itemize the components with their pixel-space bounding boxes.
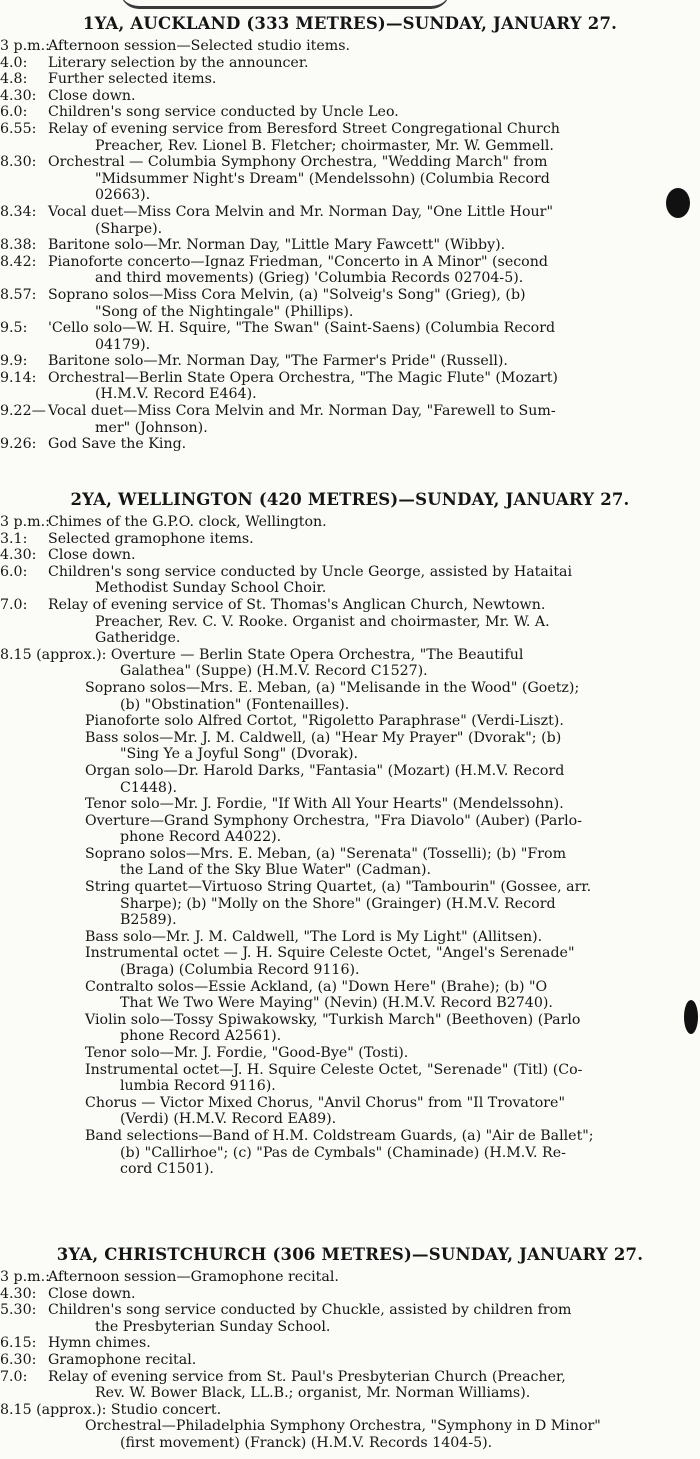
entry-time: 8.42: [0, 253, 37, 270]
programme-item [0, 647, 700, 680]
programme-line: lumbia Record 9116). [120, 1078, 276, 1095]
schedule-entry [0, 55, 700, 72]
programme-item [0, 1402, 700, 1419]
programme-line: phone Record A4022). [120, 829, 282, 846]
programme-line: Instrumental octet—J. H. Squire Celeste Octet, "Serenade" (Titl) (Co- [85, 1061, 583, 1078]
entry-line [0, 531, 700, 548]
schedule-entry [0, 547, 700, 564]
programme-item [0, 713, 700, 730]
section-heading: 2YA, WELLINGTON (420 METRES)—SUNDAY, JANUARY 27. [70, 490, 630, 509]
entry-line [0, 514, 700, 531]
programme-line: Bass solo—Mr. J. M. Caldwell, "The Lord is My Light" (Allitsen). [85, 928, 543, 945]
programme-line: Overture—Grand Symphony Orchestra, "Fra Diavolo" (Auber) (Parlo- [85, 812, 583, 829]
entry-line [0, 204, 700, 221]
entry-line [0, 154, 700, 171]
programme-item [0, 879, 700, 929]
programme-line: Bass solos—Mr. J. M. Caldwell, (a) "Hear My Prayer" (Dvorak"; (b) [85, 729, 562, 746]
entry-line: (H.M.V. Record E464). [95, 386, 257, 403]
programme-item [0, 945, 700, 978]
entry-line: mer" (Johnson). [95, 419, 208, 436]
entry-text: Relay of evening service from St. Paul's Presbyterian Church (Preacher, [48, 1368, 566, 1385]
schedule-entry [0, 1369, 700, 1402]
programme-item [0, 1418, 700, 1451]
entry-line: 04179). [95, 336, 151, 353]
entry-line [0, 597, 700, 614]
entry-time: 6.15: [0, 1335, 37, 1352]
entry-text: Afternoon session—Selected studio items. [48, 38, 350, 54]
entry-line [0, 55, 700, 72]
entry-line [0, 1269, 700, 1286]
entry-line: (Sharpe). [95, 220, 163, 237]
programme-line: Violin solo—Tossy Spiwakowsky, "Turkish March" (Beethoven) (Parlo [85, 1011, 581, 1028]
entry-time: 9.26: [0, 436, 37, 453]
programme-line: Soprano solos—Mrs. E. Meban, (a) "Serenata" (Tosselli); (b) "From [85, 845, 567, 862]
programme-line: 8.15 (approx.): Overture — Berlin State Opera Orchestra, "The Beautiful [0, 646, 524, 663]
entry-time: 4.0: [0, 54, 28, 71]
entry-text: Literary selection by the announcer. [48, 54, 309, 71]
entry-time: 9.14: [0, 369, 37, 386]
entry-line [0, 88, 700, 105]
programme-line: Instrumental octet — J. H. Squire Celeste Octet, "Angel's Serenade" [85, 945, 575, 962]
programme-item [0, 1012, 700, 1045]
entry-line [0, 1335, 700, 1352]
programme-line: That We Two Were Maying" (Nevin) (H.M.V. Record B2740). [120, 995, 553, 1012]
entry-time: 5.30: [0, 1302, 37, 1319]
programme-line: Galathea" (Suppe) (H.M.V. Record C1527). [120, 663, 428, 680]
entry-text: Children's song service conducted by Chuckle, assisted by children from [48, 1302, 572, 1319]
entry-text: Afternoon session—Gramophone recital. [48, 1269, 339, 1285]
programme-line: Tenor solo—Mr. J. Fordie, "Good-Bye" (Tosti). [85, 1045, 409, 1061]
programme-line: String quartet—Virtuoso String Quartet, (a) "Tambourin" (Gossee, arr. [85, 879, 592, 896]
entry-time: 4.8: [0, 71, 28, 88]
programme-item [0, 730, 700, 763]
entry-text: Orchestral—Berlin State Opera Orchestra, "The Magic Flute" (Mozart) [48, 369, 558, 386]
programme-line: C1448). [120, 779, 178, 796]
entry-time: 9.22— [0, 403, 46, 420]
entry-text: Soprano solos—Miss Cora Melvin, (a) "Solveig's Song" (Grieg), (b) [48, 286, 526, 303]
schedule-entry [0, 287, 700, 320]
programme-line: Tenor solo—Mr. J. Fordie, "If With All Your Hearts" (Mendelssohn). [85, 796, 564, 813]
entry-line [0, 104, 700, 121]
programme-item [0, 929, 700, 946]
entry-time: 3.1: [0, 530, 28, 547]
entry-line [0, 370, 700, 387]
entry-time: 3 p.m.: [0, 38, 50, 54]
schedule-entry [0, 1286, 700, 1303]
entry-line [0, 121, 700, 138]
entry-line: "Midsummer Night's Dream" (Mendelssohn) (Columbia Record [95, 170, 550, 187]
entry-line [0, 1302, 700, 1319]
ink-blot [666, 188, 690, 218]
programme-item [0, 979, 700, 1012]
programme-line: Soprano solos—Mrs. E. Meban, (a) "Melisande in the Wood" (Goetz); [85, 679, 580, 696]
entry-text: Chimes of the G.P.O. clock, Wellington. [48, 514, 327, 530]
section-heading: 1YA, AUCKLAND (333 METRES)—SUNDAY, JANUARY 27. [82, 14, 618, 33]
entry-time: 8.38: [0, 237, 37, 254]
schedule-entry [0, 121, 700, 154]
entry-text: Further selected items. [48, 71, 217, 88]
programme-list [0, 647, 700, 1178]
programme-line: 8.15 (approx.): Studio concert. [0, 1401, 222, 1418]
entry-time: 3 p.m.: [0, 514, 50, 530]
schedule-entry [0, 597, 700, 647]
schedule-list [0, 514, 700, 647]
entry-text: Baritone solo—Mr. Norman Day, "Little Mary Fawcett" (Wibby). [48, 237, 506, 254]
entry-line [0, 1286, 700, 1303]
programme-item [0, 1045, 700, 1062]
schedule-entry [0, 353, 700, 370]
schedule-entry [0, 564, 700, 597]
entry-line [0, 353, 700, 370]
programme-line: phone Record A2561). [120, 1028, 282, 1045]
programme-item [0, 813, 700, 846]
schedule-entry [0, 1335, 700, 1352]
entry-text: Children's song service conducted by Uncle George, assisted by Hataitai [48, 563, 573, 580]
entry-line: the Presbyterian Sunday School. [95, 1318, 331, 1335]
entry-text: Close down. [48, 1285, 136, 1302]
entry-line: 02663). [95, 187, 151, 204]
entry-time: 8.30: [0, 154, 37, 171]
section-heading: 3YA, CHRISTCHURCH (306 METRES)—SUNDAY, JANUARY 27. [56, 1245, 644, 1264]
section-3ya-christchurch [0, 1245, 700, 1452]
programme-line: Orchestral—Philadelphia Symphony Orchestra, "Symphony in D Minor" [85, 1418, 601, 1435]
schedule-entry [0, 436, 700, 453]
entry-time: 3 p.m.: [0, 1269, 50, 1285]
entry-line: Rev. W. Bower Black, LL.B.; organist, Mr. Norman Williams). [95, 1385, 531, 1402]
entry-line: "Song of the Nightingale" (Phillips). [95, 303, 354, 320]
schedule-entry [0, 320, 700, 353]
schedule-entry [0, 254, 700, 287]
programme-line: cord C1501). [120, 1161, 214, 1178]
entry-line: and third movements) (Grieg) 'Columbia Records 02704-5). [95, 270, 524, 287]
entry-time: 7.0: [0, 1368, 28, 1385]
entry-time: 4.30: [0, 87, 37, 104]
entry-line: Preacher, Rev. Lionel B. Fletcher; choirmaster, Mr. W. Gemmell. [95, 137, 554, 154]
clipped-heading-edge [120, 0, 450, 9]
entry-line: Preacher, Rev. C. V. Rooke. Organist and choirmaster, Mr. W. A. [95, 613, 550, 630]
entry-text: Relay of evening service of St. Thomas's Anglican Church, Newtown. [48, 596, 546, 613]
section-2ya-wellington [0, 490, 700, 1178]
schedule-list [0, 1269, 700, 1402]
programme-item [0, 763, 700, 796]
entry-time: 4.30: [0, 1285, 37, 1302]
entry-line [0, 254, 700, 271]
entry-line [0, 71, 700, 88]
entry-line [0, 287, 700, 304]
programme-line: (Verdi) (H.M.V. Record EA89). [120, 1111, 337, 1128]
entry-time: 6.0: [0, 104, 28, 121]
schedule-entry [0, 71, 700, 88]
programme-line: Contralto solos—Essie Ackland, (a) "Down Here" (Brahe); (b) "O [85, 978, 548, 995]
entry-time: 7.0: [0, 596, 28, 613]
schedule-entry [0, 1352, 700, 1369]
entry-text: Vocal duet—Miss Cora Melvin and Mr. Norman Day, "Farewell to Sum- [48, 403, 556, 420]
programme-item [0, 846, 700, 879]
entry-line [0, 403, 700, 420]
entry-text: Children's song service conducted by Uncle Leo. [48, 104, 399, 121]
programme-line: Organ solo—Dr. Harold Darks, "Fantasia" (Mozart) (H.M.V. Record [85, 762, 565, 779]
programme-line: the Land of the Sky Blue Water" (Cadman). [120, 862, 431, 879]
entry-line: Gatheridge. [95, 630, 181, 647]
programme-item [0, 1062, 700, 1095]
schedule-entry [0, 370, 700, 403]
entry-line [0, 38, 700, 55]
schedule-entry [0, 88, 700, 105]
entry-text: Selected gramophone items. [48, 530, 254, 547]
entry-line: Methodist Sunday School Choir. [95, 580, 327, 597]
schedule-entry [0, 104, 700, 121]
schedule-entry [0, 204, 700, 237]
entry-time: 9.9: [0, 353, 28, 370]
entry-line [0, 320, 700, 337]
entry-time: 9.5: [0, 320, 28, 337]
entry-time: 8.34: [0, 203, 37, 220]
entry-text: Pianoforte concerto—Ignaz Friedman, "Concerto in A Minor" (second [48, 253, 548, 270]
schedule-entry [0, 1302, 700, 1335]
programme-line: B2589). [120, 912, 177, 929]
programme-line: (Braga) (Columbia Record 9116). [120, 962, 360, 979]
programme-list [0, 1402, 700, 1452]
schedule-entry [0, 237, 700, 254]
entry-line [0, 436, 700, 453]
programme-item [0, 1095, 700, 1128]
programme-item [0, 796, 700, 813]
entry-text: Close down. [48, 87, 136, 104]
entry-text: Hymn chimes. [48, 1335, 151, 1352]
entry-time: 6.30: [0, 1351, 37, 1368]
entry-text: Baritone solo—Mr. Norman Day, "The Farmer's Pride" (Russell). [48, 353, 508, 370]
section-1ya-auckland [0, 14, 700, 453]
programme-line: (first movement) (Franck) (H.M.V. Records 1404-5). [120, 1434, 493, 1451]
schedule-list [0, 38, 700, 453]
programme-line: Pianoforte solo Alfred Cortot, "Rigoletto Paraphrase" (Verdi-Liszt). [85, 713, 564, 730]
entry-line [0, 1369, 700, 1386]
entry-text: Gramophone recital. [48, 1351, 197, 1368]
programme-line: Chorus — Victor Mixed Chorus, "Anvil Chorus" from "Il Trovatore" [85, 1094, 565, 1111]
entry-time: 6.55: [0, 120, 37, 137]
programme-item [0, 680, 700, 713]
entry-time: 6.0: [0, 563, 28, 580]
entry-text: Vocal duet—Miss Cora Melvin and Mr. Norman Day, "One Little Hour" [48, 203, 553, 220]
entry-text: Relay of evening service from Beresford Street Congregational Church [48, 120, 560, 137]
entry-text: 'Cello solo—W. H. Squire, "The Swan" (Saint-Saens) (Columbia Record [48, 320, 556, 337]
programme-line: (b) "Callirhoe"; (c) "Pas de Cymbals" (Chaminade) (H.M.V. Re- [120, 1144, 566, 1161]
schedule-entry [0, 1269, 700, 1286]
schedule-entry [0, 514, 700, 531]
entry-text: God Save the King. [48, 436, 187, 453]
schedule-entry [0, 38, 700, 55]
programme-line: Sharpe); (b) "Molly on the Shore" (Grainger) (H.M.V. Record [120, 895, 556, 912]
entry-text: Close down. [48, 547, 136, 564]
entry-line [0, 564, 700, 581]
schedule-entry [0, 531, 700, 548]
entry-time: 4.30: [0, 547, 37, 564]
programme-line: "Sing Ye a Joyful Song" (Dvorak). [120, 746, 359, 763]
ink-blot [684, 1000, 698, 1034]
programme-line: Band selections—Band of H.M. Coldstream Guards, (a) "Air de Ballet"; [85, 1127, 594, 1144]
entry-time: 8.57: [0, 286, 37, 303]
schedule-entry [0, 154, 700, 204]
entry-text: Orchestral — Columbia Symphony Orchestra, "Wedding March" from [48, 154, 548, 171]
entry-line [0, 547, 700, 564]
schedule-entry [0, 403, 700, 436]
entry-line [0, 1352, 700, 1369]
programme-item [0, 1128, 700, 1178]
programme-line: (b) "Obstination" (Fontenailles). [120, 696, 350, 713]
entry-line [0, 237, 700, 254]
